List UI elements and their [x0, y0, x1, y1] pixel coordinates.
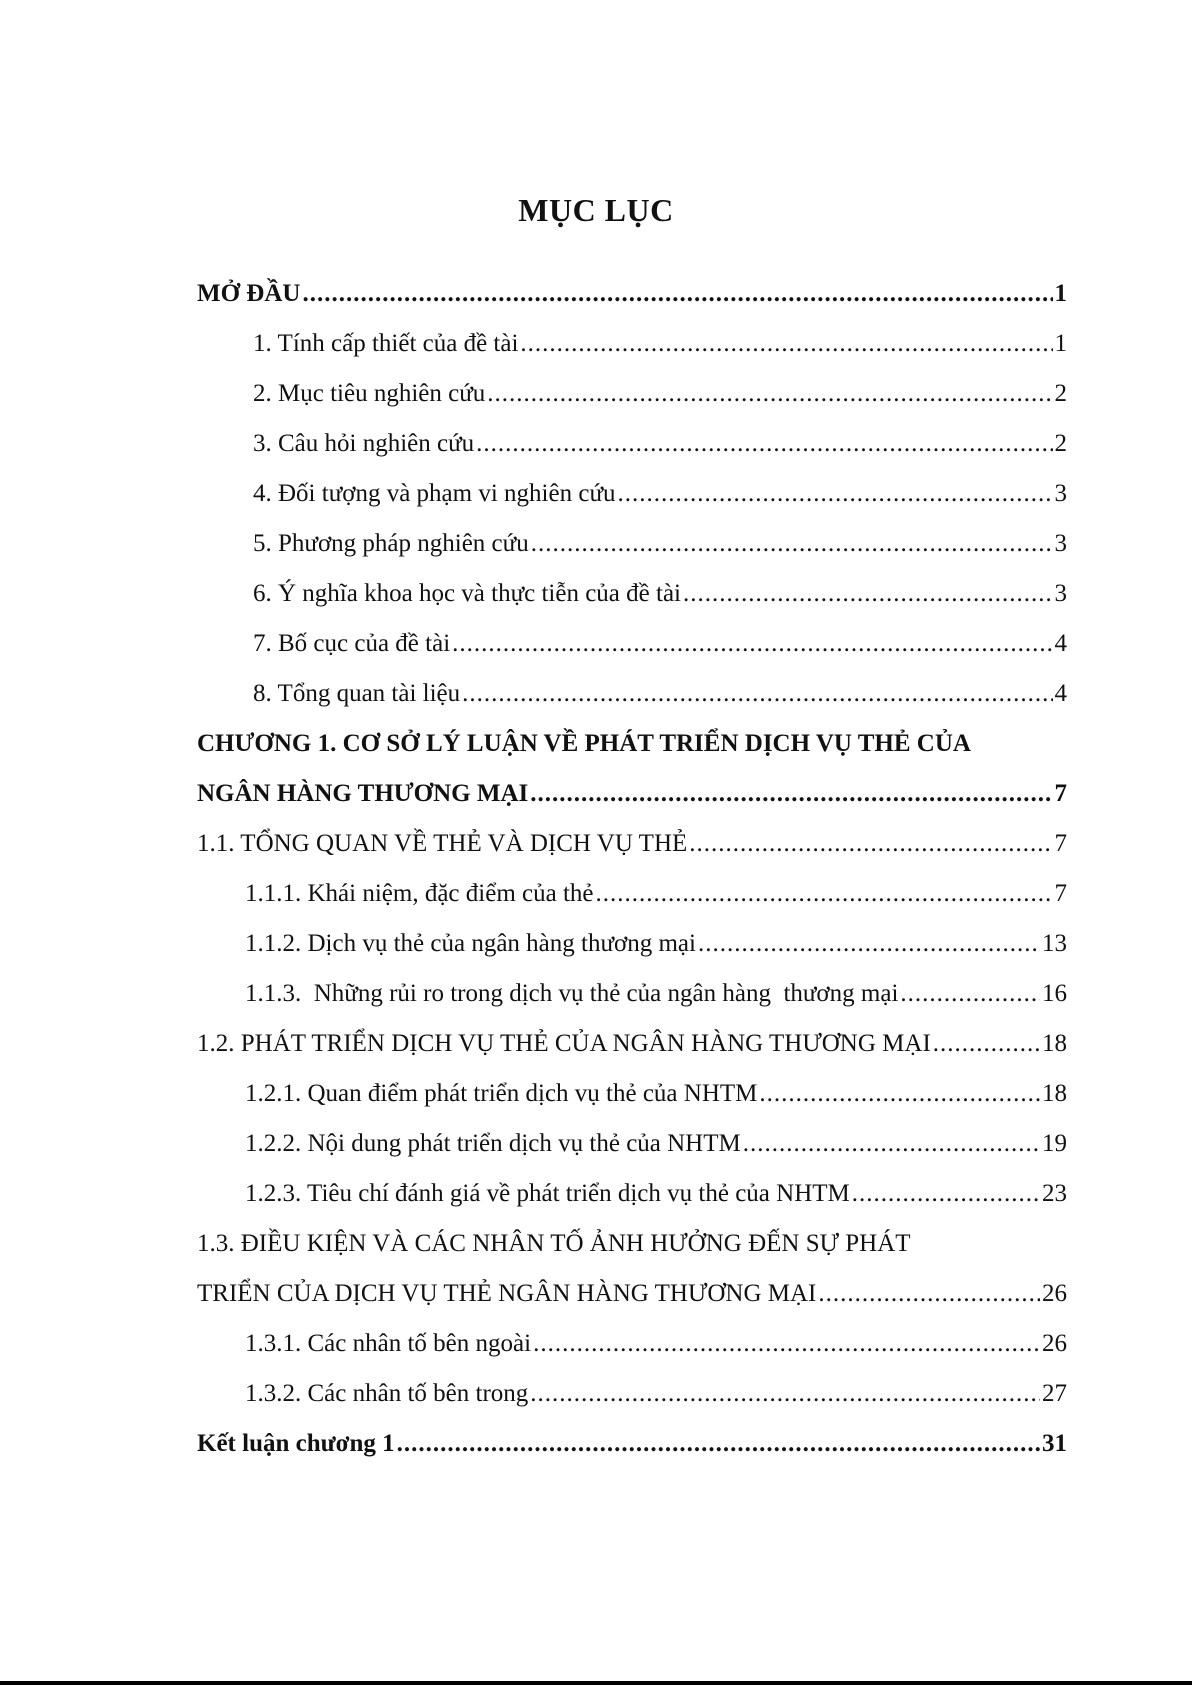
toc-entry-text: 5. Phương pháp nghiên cứu [253, 530, 529, 557]
toc-entry-page: 26 [1042, 1330, 1067, 1357]
dot-leader [397, 1430, 1040, 1458]
toc-entry-chapter-1[interactable] [197, 730, 1067, 830]
toc-entry-page: 7 [1054, 780, 1067, 807]
toc-entry-page: 3 [1054, 580, 1067, 607]
toc-entry-page: 13 [1042, 930, 1067, 957]
dot-leader [759, 1080, 1040, 1108]
dot-leader [852, 1180, 1040, 1208]
dot-leader [683, 580, 1053, 608]
dot-leader [689, 830, 1052, 858]
toc-entry-text: 1.2.1. Quan điểm phát triển dịch vụ thẻ của NHTM [245, 1080, 758, 1107]
toc-entry-line-2 [197, 1280, 1067, 1330]
toc-entry-page: 7 [1054, 830, 1067, 857]
toc-entry[interactable] [197, 1430, 1067, 1480]
dot-leader [530, 1380, 1040, 1408]
toc-entry-text: TRIỂN CỦA DỊCH VỤ THẺ NGÂN HÀNG THƯƠNG MẠI [197, 1280, 817, 1307]
toc-entry-text: 4. Đối tượng và phạm vi nghiên cứu [253, 480, 616, 507]
dot-leader [520, 330, 1052, 358]
toc-entry-page: 16 [1042, 980, 1067, 1007]
dot-leader [743, 1130, 1040, 1158]
toc-entry-text: 7. Bố cục của đề tài [253, 630, 451, 657]
toc-entry-page: 26 [1042, 1280, 1067, 1307]
toc-entry-page: 1 [1054, 330, 1067, 357]
toc-entry-text: 1.3.1. Các nhân tố bên ngoài [245, 1330, 532, 1357]
toc-entry-text: 8. Tổng quan tài liệu [253, 680, 461, 707]
toc-entry-text: 1.2.3. Tiêu chí đánh giá về phát triển dịch vụ thẻ của NHTM [245, 1180, 850, 1207]
toc-entry-page: 3 [1054, 480, 1067, 507]
toc-entry-section-1-3[interactable] [197, 1230, 1067, 1330]
toc-entry-page: 23 [1042, 1180, 1067, 1207]
toc-entry-page: 27 [1042, 1380, 1067, 1407]
toc-entry-page: 31 [1042, 1430, 1067, 1457]
toc-entry[interactable] [197, 380, 1067, 430]
dot-leader [933, 1030, 1040, 1058]
toc-entry[interactable] [197, 1130, 1067, 1180]
toc-entry-page: 4 [1054, 630, 1067, 657]
toc-entry-text: 2. Mục tiêu nghiên cứu [253, 380, 486, 407]
toc-entry-page: 3 [1054, 530, 1067, 557]
toc-entry-page: 18 [1042, 1080, 1067, 1107]
toc-entry[interactable] [197, 680, 1067, 730]
toc-entry[interactable] [197, 980, 1067, 1030]
toc-entry-page: 2 [1054, 380, 1067, 407]
dot-leader [302, 280, 1052, 308]
toc-entry[interactable] [197, 630, 1067, 680]
toc-entry[interactable] [197, 880, 1067, 930]
toc-entry-text: NGÂN HÀNG THƯƠNG MẠI [197, 780, 529, 807]
dot-leader [900, 980, 1040, 1008]
dot-leader [596, 880, 1053, 908]
page-bottom-edge [0, 1681, 1192, 1685]
toc-entry[interactable] [197, 580, 1067, 630]
toc-entry-text-line-1: CHƯƠNG 1. CƠ SỞ LÝ LUẬN VỀ PHÁT TRIỂN DỊCH VỤ THẺ CỦA [197, 730, 971, 757]
toc-entry-page: 2 [1054, 430, 1067, 457]
toc-entry[interactable] [197, 830, 1067, 880]
toc-entry-text: 1.1.1. Khái niệm, đặc điểm của thẻ [245, 880, 594, 907]
toc-entry-line-2 [197, 780, 1067, 830]
toc-entry[interactable] [197, 1030, 1067, 1080]
toc-entry[interactable] [197, 280, 1067, 330]
dot-leader [530, 780, 1052, 808]
toc-entry-page: 18 [1042, 1030, 1067, 1057]
table-of-contents [197, 280, 1067, 1480]
dot-leader [618, 480, 1053, 508]
toc-entry-text: 3. Câu hỏi nghiên cứu [253, 430, 475, 457]
toc-entry[interactable] [197, 1330, 1067, 1380]
toc-entry[interactable] [197, 430, 1067, 480]
page-title: MỤC LỤC [518, 192, 674, 228]
toc-entry-text: 1.1. TỔNG QUAN VỀ THẺ VÀ DỊCH VỤ THẺ [197, 830, 688, 857]
toc-entry[interactable] [197, 1380, 1067, 1430]
dot-leader [476, 430, 1052, 458]
toc-entry-page: 7 [1054, 880, 1067, 907]
toc-entry-text: 1. Tính cấp thiết của đề tài [253, 330, 519, 357]
toc-entry[interactable] [197, 330, 1067, 380]
toc-entry-page: 1 [1054, 280, 1067, 307]
toc-entry-page: 19 [1042, 1130, 1067, 1157]
toc-entry-text-line-1: 1.3. ĐIỀU KIỆN VÀ CÁC NHÂN TỐ ẢNH HƯỞNG ĐẾN SỰ PHÁT [197, 1230, 911, 1257]
dot-leader [533, 1330, 1040, 1358]
toc-entry[interactable] [197, 530, 1067, 580]
toc-entry-text: 1.2. PHÁT TRIỂN DỊCH VỤ THẺ CỦA NGÂN HÀNG THƯƠNG MẠI [197, 1030, 931, 1057]
dot-leader [452, 630, 1052, 658]
toc-entry-page: 4 [1054, 680, 1067, 707]
dot-leader [818, 1280, 1040, 1308]
toc-entry-text: 1.1.3. Những rủi ro trong dịch vụ thẻ của ngân hàng thương mại [245, 980, 899, 1007]
toc-entry[interactable] [197, 1180, 1067, 1230]
toc-entry-text: 1.3.2. Các nhân tố bên trong [245, 1380, 529, 1407]
toc-entry-text: MỞ ĐẦU [197, 280, 301, 307]
toc-entry[interactable] [197, 480, 1067, 530]
toc-entry-text: Kết luận chương 1 [197, 1430, 395, 1457]
dot-leader [487, 380, 1052, 408]
toc-entry-text: 1.1.2. Dịch vụ thẻ của ngân hàng thương mại [245, 930, 696, 957]
toc-entry-text: 1.2.2. Nội dung phát triển dịch vụ thẻ của NHTM [245, 1130, 741, 1157]
toc-entry[interactable] [197, 1080, 1067, 1130]
dot-leader [698, 930, 1040, 958]
toc-entry-text: 6. Ý nghĩa khoa học và thực tiễn của đề tài [253, 580, 681, 607]
dot-leader [462, 680, 1052, 708]
toc-entry[interactable] [197, 930, 1067, 980]
dot-leader [531, 530, 1053, 558]
